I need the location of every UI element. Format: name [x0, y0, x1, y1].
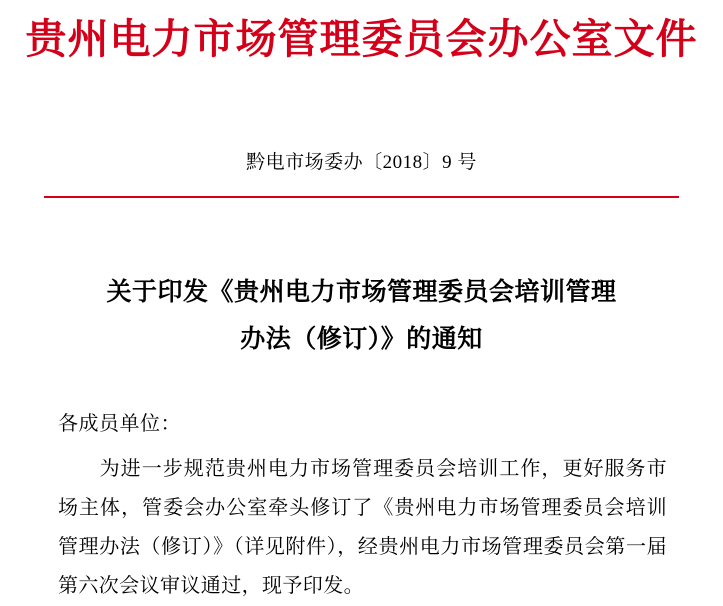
document-header: [0, 0, 723, 65]
document-subject-line-1: 关于印发《贵州电力市场管理委员会培训管理: [106, 279, 617, 307]
document-number: 黔电市场委办〔2018〕9 号: [246, 152, 477, 174]
paragraph-text: 为进一步规范贵州电力市场管理委员会培训工作，更好服务市场主体，管委会办公室牵头修订了《贵州电力市场管理委员会培训管理办法（修订）》（详见附件），经贵州电力市场管理委员会第一届第六次会议审议通过，现予印发。: [58, 457, 667, 597]
document-body-paragraph: [58, 450, 667, 606]
document-header-title: 贵州电力市场管理委员会办公室文件: [25, 16, 698, 62]
document-salutation: 各成员单位：: [58, 412, 181, 435]
document-subject: [72, 270, 651, 363]
document-subject-line-2: 办法（修订）》的通知: [240, 325, 483, 353]
red-divider-rule: [44, 196, 679, 198]
